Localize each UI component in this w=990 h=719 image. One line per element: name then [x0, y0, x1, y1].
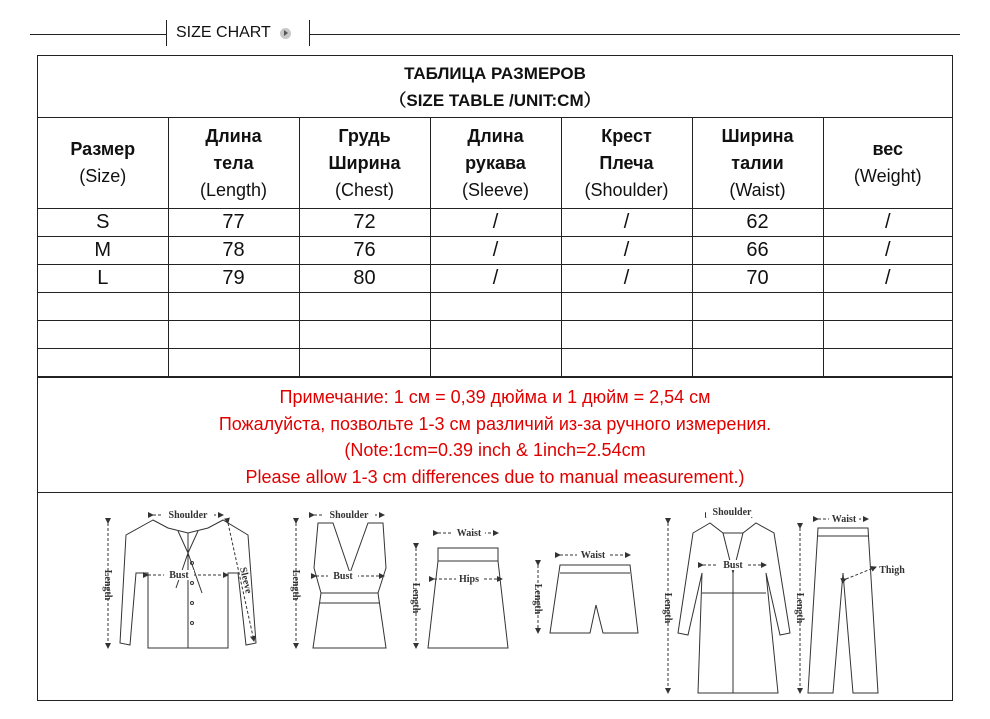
pants-icon — [794, 514, 905, 693]
note-line: Please allow 1-3 cm differences due to manual measurement.) — [245, 466, 745, 487]
table-cell — [168, 321, 299, 349]
label-sleeve: Sleeve — [237, 566, 254, 595]
table-cell — [692, 293, 823, 321]
table-cell — [299, 349, 430, 377]
table-row — [38, 349, 952, 377]
table-cell: / — [561, 209, 692, 237]
table-cell: S — [38, 209, 168, 237]
label-bust: Bust — [333, 571, 353, 582]
play-arrow-icon — [280, 28, 291, 39]
table-cell — [168, 293, 299, 321]
table-cell — [430, 349, 561, 377]
label-length: Length — [290, 569, 301, 601]
table-cell: 79 — [168, 265, 299, 293]
label-shoulder: Shoulder — [168, 510, 208, 521]
col-header-waist: Ширина талии (Waist) — [692, 118, 823, 209]
table-cell — [692, 321, 823, 349]
size-table — [38, 118, 952, 377]
col-header-shoulder: Крест Плеча (Shoulder) — [561, 118, 692, 209]
table-cell — [823, 349, 952, 377]
col-header-weight: вес (Weight) — [823, 118, 952, 209]
label-shoulder: Shoulder — [329, 510, 369, 521]
skirt-icon — [410, 528, 508, 648]
table-cell: 76 — [299, 237, 430, 265]
table-cell — [823, 293, 952, 321]
table-cell: / — [823, 237, 952, 265]
table-cell — [823, 321, 952, 349]
tank-top-icon — [290, 510, 386, 648]
table-title — [38, 56, 952, 118]
label-bust: Bust — [169, 570, 189, 581]
table-cell: / — [430, 209, 561, 237]
label-length: Length — [102, 569, 113, 601]
table-row — [38, 321, 952, 349]
table-row — [38, 293, 952, 321]
label-hips: Hips — [458, 574, 480, 585]
table-cell: / — [561, 265, 692, 293]
size-chart-label: SIZE CHART — [176, 24, 271, 41]
table-cell — [430, 321, 561, 349]
label-waist: Waist — [456, 528, 482, 539]
label-length: Length — [410, 582, 421, 614]
label-length: Length — [794, 592, 805, 624]
label-length: Length — [662, 592, 673, 624]
label-bust: Bust — [723, 560, 743, 571]
col-header-sleeve: Длина рукава (Sleeve) — [430, 118, 561, 209]
table-cell — [299, 321, 430, 349]
measurement-illustrations — [38, 493, 952, 701]
table-cell: / — [430, 237, 561, 265]
table-header-row — [38, 118, 952, 209]
table-row — [38, 209, 952, 237]
header-rule-right — [310, 34, 960, 35]
col-header-length: Длина тела (Length) — [168, 118, 299, 209]
table-cell — [38, 321, 168, 349]
table-cell — [561, 293, 692, 321]
label-waist: Waist — [580, 550, 606, 561]
garment-diagrams — [38, 493, 952, 701]
table-cell: / — [823, 209, 952, 237]
table-cell: 66 — [692, 237, 823, 265]
table-cell — [692, 349, 823, 377]
label-waist: Waist — [831, 514, 857, 525]
table-cell — [299, 293, 430, 321]
table-row — [38, 265, 952, 293]
table-cell — [430, 293, 561, 321]
size-chart-header — [166, 20, 310, 46]
note-line: Примечание: 1 см = 0,39 дюйма и 1 дюйм = 2,54 см — [279, 387, 711, 407]
table-cell — [168, 349, 299, 377]
label-length: Length — [532, 583, 543, 615]
coat-dress-icon — [662, 507, 790, 693]
table-cell: 77 — [168, 209, 299, 237]
label-shoulder: Shoulder — [712, 507, 752, 518]
size-chart-frame — [37, 55, 953, 701]
table-cell: / — [561, 237, 692, 265]
table-cell: 78 — [168, 237, 299, 265]
table-cell — [38, 349, 168, 377]
col-header-size: Размер (Size) — [38, 118, 168, 209]
header-rule-left — [30, 34, 166, 35]
table-cell: M — [38, 237, 168, 265]
table-cell: 80 — [299, 265, 430, 293]
table-cell: 70 — [692, 265, 823, 293]
table-cell — [561, 321, 692, 349]
measurement-note — [38, 377, 952, 493]
table-cell — [38, 293, 168, 321]
table-cell: / — [823, 265, 952, 293]
title-en: （SIZE TABLE /UNIT:CM） — [389, 91, 601, 110]
table-cell: 62 — [692, 209, 823, 237]
blouse-icon — [102, 510, 256, 648]
label-thigh: Thigh — [879, 565, 905, 576]
table-cell: L — [38, 265, 168, 293]
table-cell: 72 — [299, 209, 430, 237]
shorts-icon — [532, 550, 638, 633]
table-cell: / — [430, 265, 561, 293]
table-cell — [561, 349, 692, 377]
note-line: (Note:1cm=0.39 inch & 1inch=2.54cm — [344, 440, 646, 460]
title-ru: ТАБЛИЦА РАЗМЕРОВ — [404, 64, 586, 83]
table-row — [38, 237, 952, 265]
note-line: Пожалуйста, позвольте 1-3 см различий из-за ручного измерения. — [218, 413, 772, 434]
col-header-chest: Грудь Ширина (Chest) — [299, 118, 430, 209]
